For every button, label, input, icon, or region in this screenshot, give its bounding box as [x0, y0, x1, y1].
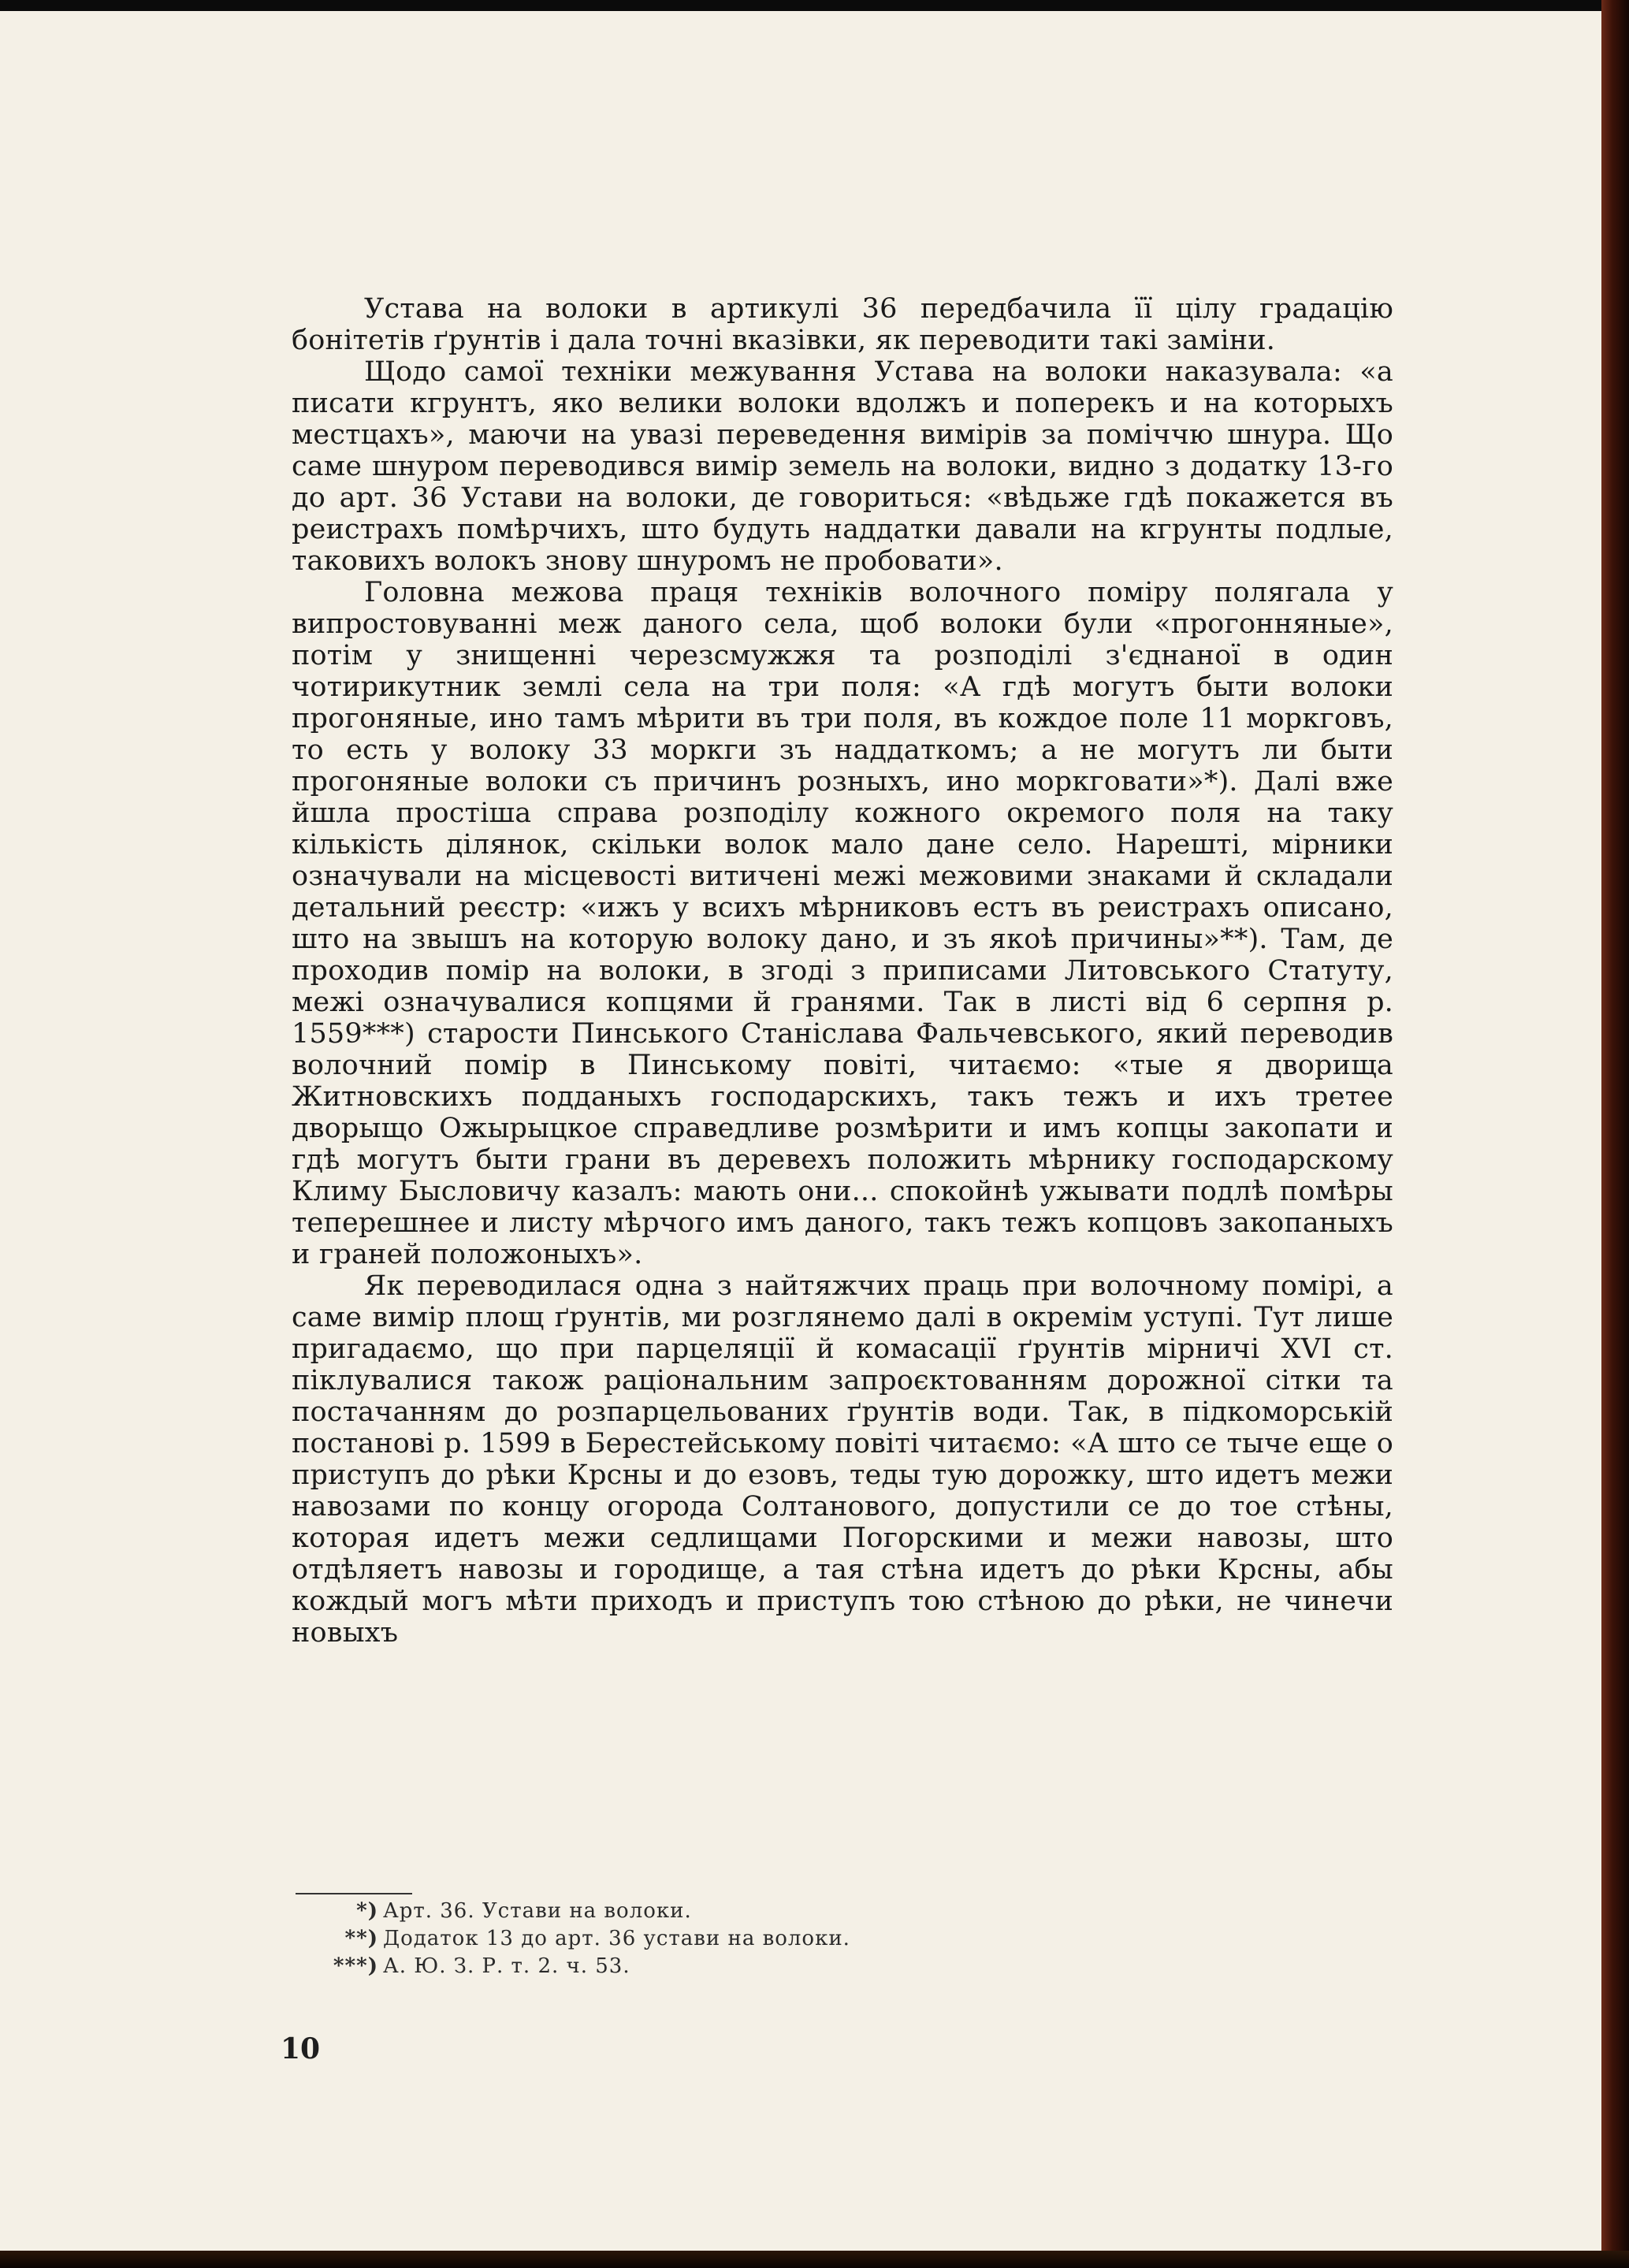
document-page — [0, 11, 1601, 2251]
footnote-2 — [299, 1925, 850, 1953]
footnote-text: Додаток 13 до арт. 36 устави на волоки. — [383, 1927, 850, 1950]
footnote-3 — [299, 1953, 850, 1980]
paragraph-2: Щодо самої техніки межування Устава на волоки наказувала: «а писати кгрунтъ, яко велики волоки вдолжъ и поперекъ и на которыхъ местцахъ», маючи на увазі переведення вимірів за поміччю шнура. Що саме шнуром переводився вимір земель на волоки, видно з додатку 13-го до арт. 36 Устави на волоки, де говориться: «вѣдьже гдѣ покажется въ реистрахъ помѣрчихъ, што будуть наддатки давали на кгрунты подлые, таковихъ волокъ знову шнуромъ не пробовати». — [292, 356, 1393, 577]
footnote-divider — [296, 1893, 412, 1894]
footnote-mark: **) — [344, 1927, 378, 1950]
footnote-text: Арт. 36. Устави на волоки. — [383, 1899, 692, 1923]
page-number: 10 — [281, 2032, 321, 2065]
footnote-text: А. Ю. З. Р. т. 2. ч. 53. — [383, 1954, 630, 1978]
body-text — [292, 293, 1393, 1649]
footnotes — [299, 1898, 850, 1980]
footnote-mark: *) — [356, 1899, 378, 1923]
scan-bottom-edge — [0, 2251, 1629, 2268]
footnote-1 — [299, 1898, 850, 1925]
footnote-mark: ***) — [333, 1954, 378, 1978]
paragraph-4: Як переводилася одна з найтяжчих праць при волочному помірі, а саме вимір площ ґрунтів, ми розглянемо далі в окремім уступі. Тут лише пригадаємо, що при парцеляції й комасації ґрунтів мірничі XVI ст. піклувалися також раціональним запроєктованням дорожної сітки та постачанням до розпарцельованих ґрунтів води. Так, в підкоморській постанові р. 1599 в Берестейському повіті читаємо: «А што се тыче еще о приступъ до рѣки Крсны и до езовъ, теды тую дорожку, што идетъ межи навозами по концу огорода Солтанового, допустили се до тое стѣны, которая идетъ межи седлищами Погорскими и межи навозы, што отдѣляетъ навозы и городище, а тая стѣна идетъ до рѣки Крсны, абы кождый могъ мѣти приходъ и приступъ тою стѣною до рѣки, не чинечи новыхъ — [292, 1270, 1393, 1649]
book-spine-edge — [1601, 0, 1629, 2268]
paragraph-1: Устава на волоки в артикулі 36 передбачила її цілу градацію бонітетів ґрунтів і дала точні вказівки, як переводити такі заміни. — [292, 293, 1393, 356]
paragraph-3: Головна межова праця техніків волочного поміру полягала у випростовуванні меж даного села, щоб волоки були «прогонняные», потім у знищенні черезсмужжя та розподілі з'єднаної в один чотирикутник землі села на три поля: «А гдѣ могутъ быти волоки прогоняные, ино тамъ мѣрити въ три поля, въ кождое поле 11 моркговъ, то есть у волоку 33 моркги зъ наддаткомъ; а не могутъ ли быти прогоняные волоки съ причинъ розныхъ, ино моркговати»*). Далі вже йшла простіша справа розподілу кожного окремого поля на таку кількість ділянок, скільки волок мало дане село. Нарешті, мірники означували на місцевості витичені межі межовими знаками й складали детальний реєстр: «ижъ у всихъ мѣрниковъ естъ въ реистрахъ описано, што на звышъ на которую волоку дано, и зъ якоѣ причины»**). Там, де проходив помір на волоки, в згоді з приписами Литовського Статуту, межі означувалися копцями й гранями. Так в листі від 6 серпня р. 1559***) старости Пинського Станіслава Фальчевського, який переводив волочний помір в Пинському повіті, читаємо: «тые я дворища Житновскихъ подданыхъ господарскихъ, такъ тежъ и ихъ третее дворыщо Ожырыцкое справедливе розмѣрити и имъ копцы закопати и гдѣ могутъ быти грани въ деревехъ положить мѣрнику господарскому Климу Быcловичу казалъ: мають они... спокойнѣ ужывати подлѣ помѣры теперешнее и листу мѣрчого имъ даного, такъ тежъ копцовъ закопаныхъ и граней положоныхъ». — [292, 577, 1393, 1270]
